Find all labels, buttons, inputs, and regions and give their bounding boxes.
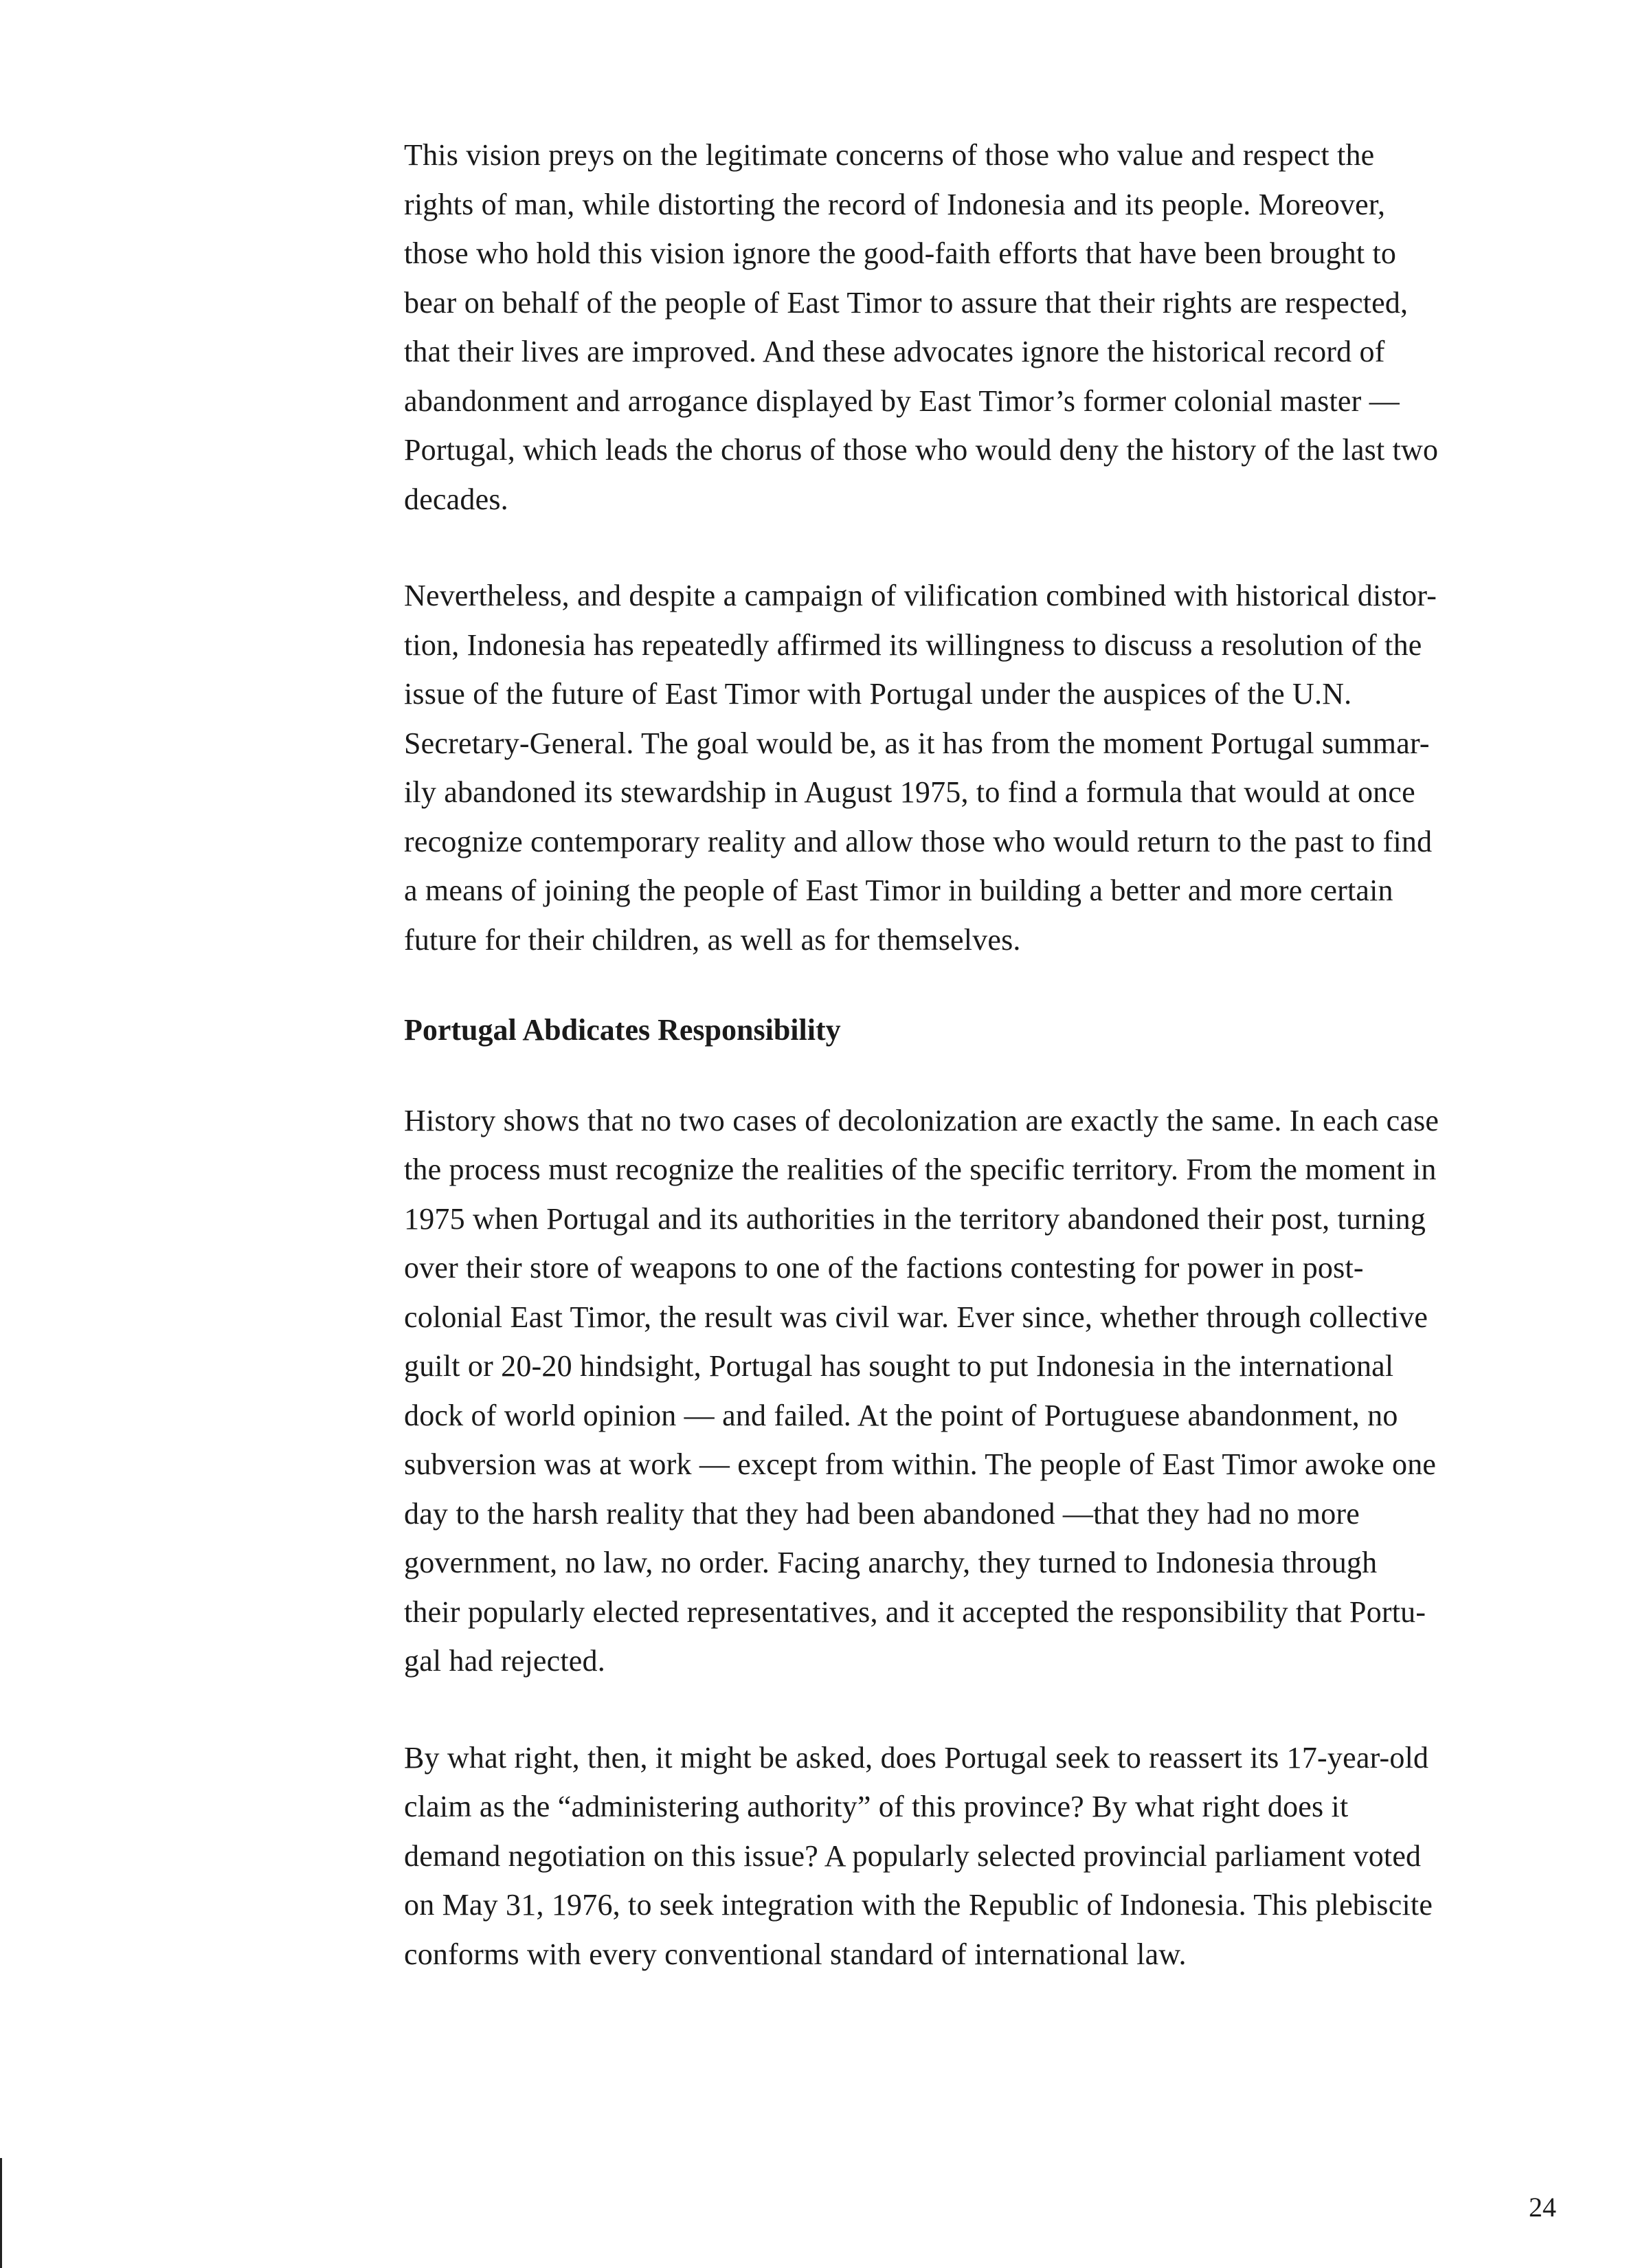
body-paragraph: History shows that no two cases of decolonization are exactly the same. In each case the process must recognize the realities of the specific territory. From the moment in 1975 when Portugal and its authorities in the territory abandoned their post, turning over their store of weapons to one of the factions contesting for power in post- colonial East Timor, the result was civil war. Ever since, whether through collective guilt or 20-20 hindsight, Portugal has sought to put Indonesia in the international dock of world opinion — and failed. At the point of Portuguese abandonment, no subversion was at work — except from within. The people of East Timor awoke one day to the harsh reality that they had been abandoned —that they had no more government, no law, no order. Facing anarchy, they turned to Indonesia through their popularly elected representatives, and it accepted the responsibility that Portu- gal had rejected. xyxy=(404,1103,1439,1678)
binding-edge-mark xyxy=(0,2158,2,2268)
body-paragraph: By what right, then, it might be asked, does Portugal seek to reassert its 17-year-old claim as the “administering authority” of this province? By what right does it demand negotiation on this issue? A popularly selected provincial parliament voted on May 31, 1976, to seek integration with the Republic of Indonesia. This plebiscite conforms with every conventional standard of international law. xyxy=(404,1740,1433,1971)
body-paragraph: Nevertheless, and despite a campaign of vilification combined with historical distor- tion, Indonesia has repeatedly affirmed its willingness to discuss a resolution of the issue of the future of East Timor with Portugal under the auspices of the U.N. Secretary-General. The goal would be, as it has from the moment Portugal summar- ily abandoned its stewardship in August 1975, to find a formula that would at once recognize contemporary reality and allow those who would return to the past to find a means of joining the people of East Timor in building a better and more certain future for their children, as well as for themselves. xyxy=(404,579,1437,957)
section-heading: Portugal Abdicates Responsibility xyxy=(404,1013,841,1047)
body-paragraph: This vision preys on the legitimate concerns of those who value and respect the rights of man, while distorting the record of Indonesia and its people. Moreover, those who hold this vision ignore the good-faith efforts that have been brought to bear on behalf of the people of East Timor to assure that their rights are respected, that their lives are improved. And these advocates ignore the historical record of abandonment and arrogance displayed by East Timor’s former colonial master — Portugal, which leads the chorus of those who would deny the history of the last two decades. xyxy=(404,138,1439,516)
text-column xyxy=(404,131,1547,2019)
page-number: 24 xyxy=(1529,2192,1556,2223)
